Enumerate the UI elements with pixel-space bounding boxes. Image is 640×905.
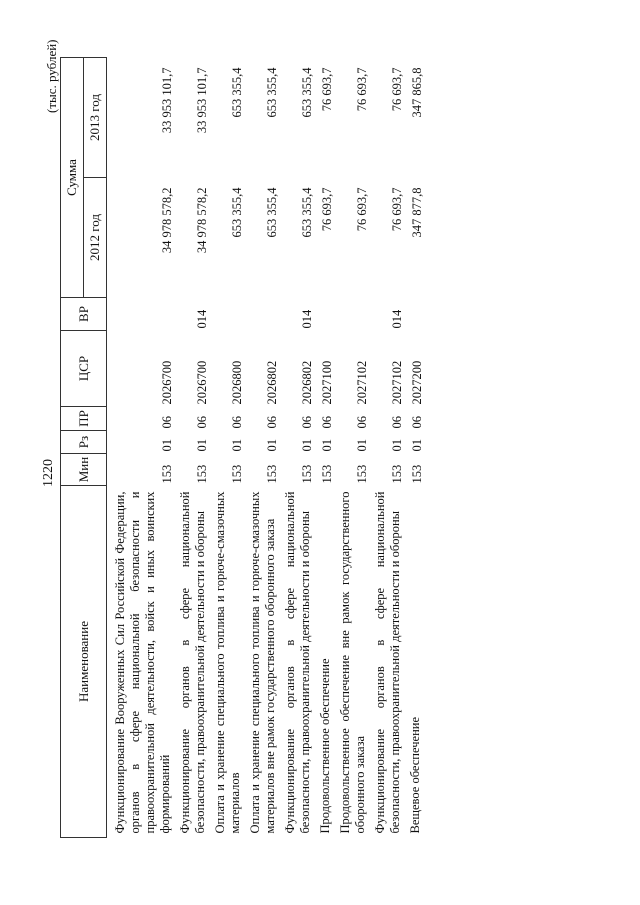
row-rz: 01: [265, 439, 279, 452]
row-min: 153: [300, 464, 314, 484]
header-name: Наименование: [61, 486, 107, 838]
row-name: Функционирование органов в сфере национальной безопасности, правоохранительной деятельности и обороны: [373, 491, 402, 834]
table-row: [211, 58, 246, 838]
header-pr: ПР: [61, 407, 107, 431]
row-min: 153: [195, 464, 209, 484]
budget-table: [60, 57, 426, 838]
row-name: Продовольственное обеспечение: [318, 658, 332, 834]
row-csr: 2026802: [300, 360, 314, 405]
row-sum-2012: 347 877,8: [410, 187, 424, 238]
row-sum-2012: 76 693,7: [320, 187, 334, 232]
row-sum-2012: 76 693,7: [390, 187, 404, 232]
row-sum-2013: 347 865,8: [410, 67, 424, 118]
row-vr: 014: [300, 309, 314, 329]
row-sum-2013: 33 953 101,7: [195, 67, 209, 134]
row-rz: 01: [230, 439, 244, 452]
row-sum-2013: 76 693,7: [390, 67, 404, 112]
table-row: [281, 58, 316, 838]
row-sum-2012: 34 978 578,2: [195, 187, 209, 254]
row-sum-2013: 653 355,4: [300, 67, 314, 118]
table-row: [336, 58, 371, 838]
row-csr: 2027100: [320, 360, 334, 405]
row-name: Функционирование органов в сфере национальной безопасности, правоохранительной деятельности и обороны: [178, 491, 207, 834]
row-sum-2012: 76 693,7: [355, 187, 369, 232]
header-sum: Сумма: [61, 58, 84, 298]
row-pr: 06: [265, 416, 279, 429]
row-csr: 2026800: [230, 360, 244, 405]
row-vr: 014: [390, 309, 404, 329]
row-vr: [246, 298, 281, 331]
row-vr: [107, 298, 177, 331]
row-rz: 01: [355, 439, 369, 452]
row-vr: [406, 298, 426, 331]
row-name: Функционирование Вооруженных Сил Российской Федерации, органов в сфере национальной безопасности и правоохранительной деятельности, войск и иных воинских формирований: [113, 491, 172, 834]
row-name: Функционирование органов в сфере национальной безопасности, правоохранительной деятельности и обороны: [283, 491, 312, 834]
row-vr: [316, 298, 336, 331]
table-row: [371, 58, 406, 838]
row-vr: [336, 298, 371, 331]
row-min: 153: [160, 464, 174, 484]
row-sum-2012: 653 355,4: [265, 187, 279, 238]
row-pr: 06: [300, 416, 314, 429]
row-pr: 06: [230, 416, 244, 429]
table-row: [107, 58, 177, 838]
row-pr: 06: [410, 416, 424, 429]
row-min: 153: [320, 464, 334, 484]
row-vr: 014: [195, 309, 209, 329]
row-min: 153: [230, 464, 244, 484]
header-min: Мин: [61, 454, 107, 486]
row-name: Оплата и хранение специального топлива и горюче-смазочных материалов вне рамок государственного оборонного заказа: [248, 491, 277, 834]
row-sum-2013: 76 693,7: [355, 67, 369, 112]
row-sum-2013: 653 355,4: [230, 67, 244, 118]
header-csr: ЦСР: [61, 331, 107, 407]
row-sum-2013: 653 355,4: [265, 67, 279, 118]
row-sum-2013: 33 953 101,7: [160, 67, 174, 134]
row-min: 153: [355, 464, 369, 484]
row-pr: 06: [160, 416, 174, 429]
row-rz: 01: [160, 439, 174, 452]
row-name: Вещевое обеспечение: [408, 717, 422, 834]
row-csr: 2026700: [160, 360, 174, 405]
table-row: [406, 58, 426, 838]
header-2013: 2013 год: [84, 58, 107, 178]
table-row: [316, 58, 336, 838]
row-sum-2012: 653 355,4: [230, 187, 244, 238]
row-rz: 01: [320, 439, 334, 452]
row-pr: 06: [320, 416, 334, 429]
row-rz: 01: [410, 439, 424, 452]
header-rz: Рз: [61, 431, 107, 454]
row-vr: [211, 298, 246, 331]
row-rz: 01: [195, 439, 209, 452]
units-note: (тыс. рублей): [44, 39, 59, 113]
page-number: 1220: [41, 459, 56, 487]
table-row: [176, 58, 211, 838]
header-2012: 2012 год: [84, 178, 107, 298]
row-min: 153: [390, 464, 404, 484]
table-row: [246, 58, 281, 838]
row-pr: 06: [355, 416, 369, 429]
header-vr: ВР: [61, 298, 107, 331]
row-pr: 06: [195, 416, 209, 429]
row-csr: 2026802: [265, 360, 279, 405]
row-name: Продовольственное обеспечение вне рамок государственного оборонного заказа: [338, 491, 367, 834]
row-sum-2012: 653 355,4: [300, 187, 314, 238]
row-csr: 2027102: [390, 360, 404, 405]
row-csr: 2026700: [195, 360, 209, 405]
row-name: Оплата и хранение специального топлива и горюче-смазочных материалов: [213, 491, 242, 834]
row-csr: 2027102: [355, 360, 369, 405]
row-min: 153: [265, 464, 279, 484]
row-pr: 06: [390, 416, 404, 429]
row-sum-2012: 34 978 578,2: [160, 187, 174, 254]
row-csr: 2027200: [410, 360, 424, 405]
row-sum-2013: 76 693,7: [320, 67, 334, 112]
row-rz: 01: [390, 439, 404, 452]
row-rz: 01: [300, 439, 314, 452]
row-min: 153: [410, 464, 424, 484]
